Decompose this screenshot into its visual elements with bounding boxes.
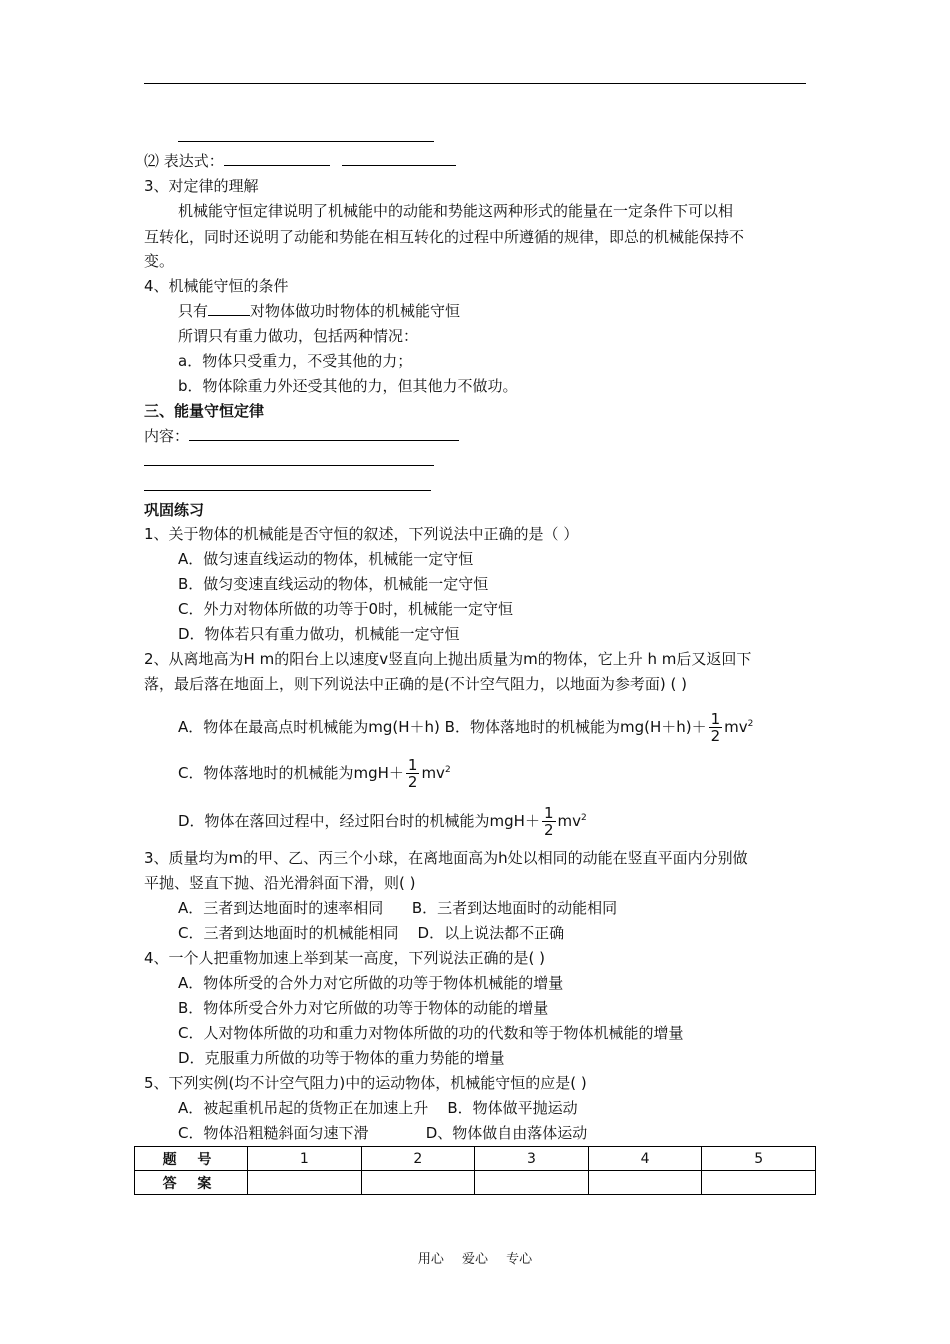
option-line: B．做匀变速直线运动的物体，机械能一定守恒 <box>178 575 489 593</box>
table-header-cell: 答 案 <box>135 1171 248 1195</box>
answer-cell[interactable] <box>588 1171 702 1195</box>
paragraph-line: 变。 <box>144 252 175 270</box>
table-cell: 1 <box>248 1147 362 1171</box>
option-line: A．做匀速直线运动的物体，机械能一定守恒 <box>178 550 474 568</box>
paragraph-line: 所谓只有重力做功，包括两种情况： <box>178 327 419 345</box>
superscript: 2 <box>747 719 754 729</box>
page-footer: 用心 爱心 专心 <box>417 1252 533 1267</box>
fraction-denominator: 2 <box>710 727 721 745</box>
content-line <box>144 426 459 446</box>
option-line: B．物体所受合外力对它所做的功等于物体的动能的增量 <box>178 999 549 1017</box>
section-energy-title: 三、能量守恒定律 <box>144 402 265 420</box>
paragraph-line: 互转化，同时还说明了动能和势能在相互转化的过程中所遵循的规律，即总的机械能保持不 <box>144 228 745 246</box>
text-span: mv <box>421 764 445 782</box>
practice-title: 巩固练习 <box>144 501 205 519</box>
question-stem: 1、关于物体的机械能是否守恒的叙述，下列说法中正确的是（ ） <box>144 525 579 543</box>
fill-blank <box>342 151 456 166</box>
answer-table <box>134 1146 816 1195</box>
option-line: D．物体若只有重力做功，机械能一定守恒 <box>178 625 460 643</box>
option-line: D．克服重力所做的功等于物体的重力势能的增量 <box>178 1049 505 1067</box>
option-line: C．外力对物体所做的功等于0时，机械能一定守恒 <box>178 600 514 618</box>
fraction-numerator: 1 <box>710 710 721 728</box>
table-cell: 5 <box>702 1147 816 1171</box>
answer-cell[interactable] <box>248 1171 362 1195</box>
option-line <box>178 752 451 791</box>
paragraph-line: 机械能守恒定律说明了机械能中的动能和势能这两种形式的能量在一定条件下可以相 <box>178 202 734 220</box>
expression-label: ⑵ 表达式： <box>144 152 224 170</box>
answer-cell[interactable] <box>475 1171 589 1195</box>
option-line: C．人对物体所做的功和重力对物体所做的功的代数和等于物体机械能的增量 <box>178 1024 684 1042</box>
option-line: A．物体所受的合外力对它所做的功等于物体机械能的增量 <box>178 974 564 992</box>
question-stem: 2、从离地高为H m的阳台上以速度v竖直向上抛出质量为m的物体，它上升 h m后又返回下 <box>144 650 752 668</box>
condition-line <box>178 301 460 321</box>
question-stem: 平抛、竖直下抛、沿光滑斜面下滑，则( ) <box>144 874 416 892</box>
question-stem: 3、质量均为m的甲、乙、丙三个小球，在离地面高为h处以相同的动能在竖直平面内分别做 <box>144 849 748 867</box>
superscript: 2 <box>581 813 587 823</box>
option-line <box>178 800 587 839</box>
fill-blank-line <box>178 141 434 142</box>
fraction <box>406 757 420 790</box>
question-stem: 4、一个人把重物加速上举到某一高度，下列说法正确的是( ) <box>144 949 546 967</box>
fill-blank-line <box>144 465 434 466</box>
table-header-cell: 题 号 <box>135 1147 248 1171</box>
table-cell: 3 <box>475 1147 589 1171</box>
answer-cell[interactable] <box>361 1171 475 1195</box>
option-line: A．三者到达地面时的速率相同 B．三者到达地面时的动能相同 <box>178 899 618 917</box>
fraction-denominator: 2 <box>407 773 418 791</box>
question-stem: 落，最后落在地面上，则下列说法中正确的是(不计空气阻力，以地面为参考面) ( ) <box>144 675 687 693</box>
table-row <box>135 1171 816 1195</box>
text-span: 对物体做功时物体的机械能守恒 <box>250 302 461 320</box>
table-cell: 2 <box>361 1147 475 1171</box>
fraction-numerator: 1 <box>407 756 418 774</box>
option-a: A．物体在最高点时机械能为mg(H＋h) <box>178 718 440 736</box>
option-line: b．物体除重力外还受其他的力，但其他力不做功。 <box>178 377 518 395</box>
table-cell: 4 <box>588 1147 702 1171</box>
fraction-denominator: 2 <box>543 821 554 839</box>
option-line: C．物体沿粗糙斜面匀速下滑 D、物体做自由落体运动 <box>178 1124 588 1142</box>
expression-line <box>144 151 456 171</box>
fill-blank <box>208 301 250 316</box>
fraction <box>709 711 723 744</box>
option-b: B．物体落地时的机械能为mg(H＋h)＋ <box>444 718 707 736</box>
option-line: a．物体只受重力，不受其他的力； <box>178 352 413 370</box>
option-d: D．物体在落回过程中，经过阳台时的机械能为mgH＋ <box>178 812 540 830</box>
superscript: 2 <box>444 765 451 775</box>
content-label: 内容： <box>144 427 190 445</box>
text-span: mv <box>724 718 748 736</box>
option-line: C．三者到达地面时的机械能相同 D．以上说法都不正确 <box>178 924 565 942</box>
fill-blank <box>189 426 459 441</box>
answer-cell[interactable] <box>702 1171 816 1195</box>
fill-blank-line <box>144 490 431 491</box>
table-row <box>135 1147 816 1171</box>
text-span: 只有 <box>178 302 209 320</box>
question-stem: 5、下列实例(均不计空气阻力)中的运动物体，机械能守恒的应是( ) <box>144 1074 587 1092</box>
option-c: C．物体落地时的机械能为mgH＋ <box>178 764 404 782</box>
option-line <box>178 706 753 745</box>
header-rule <box>144 83 806 84</box>
option-line: A．被起重机吊起的货物正在加速上升 B．物体做平抛运动 <box>178 1099 578 1117</box>
section-4-title: 4、机械能守恒的条件 <box>144 277 289 295</box>
text-span: mv <box>557 812 582 830</box>
fraction <box>542 805 556 838</box>
fraction-numerator: 1 <box>543 804 554 822</box>
fill-blank <box>224 151 330 166</box>
section-3-title: 3、对定律的理解 <box>144 177 259 195</box>
